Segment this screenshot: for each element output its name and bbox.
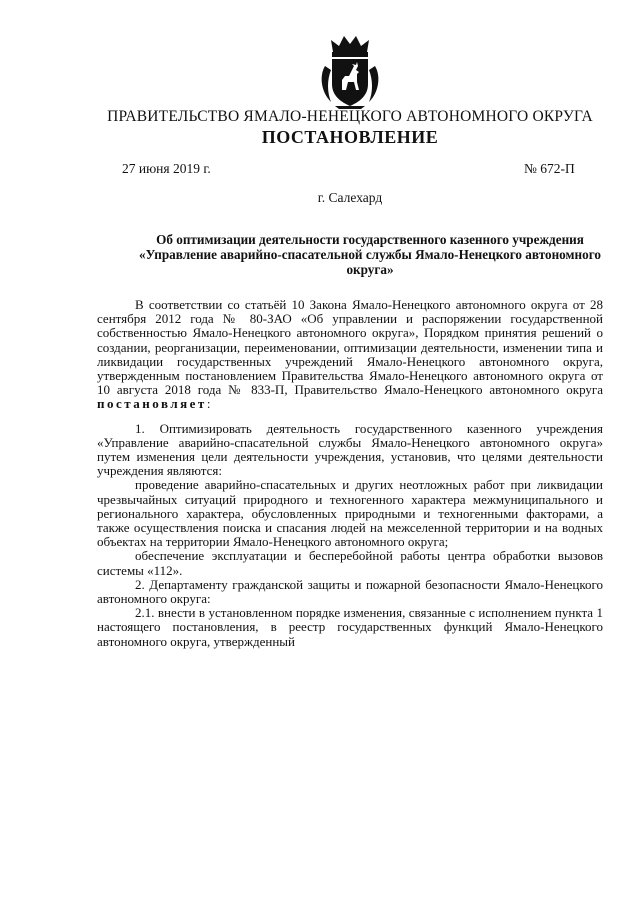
paragraph-2: 2. Департаменту гражданской защиты и пожарной безопасности Ямало-Ненецкого автономного округа: — [97, 576, 603, 607]
document-body — [97, 298, 603, 649]
document-subject: Об оптимизации деятельности государственного казенного учреждения «Управление аварийно-спасательной службы Ямало-Ненецкого автономного округа» — [139, 232, 601, 277]
document-type: ПОСТАНОВЛЕНИЕ — [261, 127, 439, 147]
paragraph-1: 1. Оптимизировать деятельность государственного казенного учреждения «Управление аварийно-спасательной службы Ямало-Ненецкого автономного округа» путем изменения цели деятельности учреждения, установив, что целями деятельности учреждения являются: — [97, 420, 603, 479]
paragraph-2-1: 2.1. внести в установленном порядке изменения, связанные с исполнением пункта 1 настоящего постановления, в реестр государственных функций Ямало-Ненецкого автономного округа, утвержденный — [97, 605, 603, 649]
document-number: № 672-П — [524, 161, 575, 176]
preamble-verb: постановляет — [97, 396, 207, 412]
preamble-suffix: : — [206, 396, 211, 412]
preamble-text: В соответствии со статьёй 10 Закона Ямало-Ненецкого автономного округа от 28 сентября 2012 года № 80-ЗАО «Об управлении и распоряжении государственной собственностью Ямало-Ненецкого автономного округа», Порядком принятия решений о создании, реорганизации, переименовании, оптимизации деятельности, изменении типа и ликвидации государственных учреждений Ямало-Ненецкого автономного округа, утвержденным постановлением Правительства Ямало-Ненецкого автономного округа от 10 августа 2018 года № 833-П, Правительство Ямало-Ненецкого автономного округа — [97, 297, 603, 398]
coat-of-arms-emblem — [319, 32, 381, 110]
paragraph-1-goal-a: проведение аварийно-спасательных и других неотложных работ при ликвидации чрезвычайных ситуаций природного и техногенного характера межмуниципального и регионального характера, обусловленных природными и техногенными факторами, а также осуществления поиска и спасания людей на межселенной территории и на водных объектах на территории Ямало-Ненецкого автономного округа; — [97, 477, 603, 550]
preamble-paragraph — [97, 298, 603, 412]
paragraph-1-goal-b: обеспечение эксплуатации и бесперебойной работы центра обработки вызовов системы «112». — [97, 548, 603, 578]
government-title: ПРАВИТЕЛЬСТВО ЯМАЛО-НЕНЕЦКОГО АВТОНОМНОГО ОКРУГА — [107, 108, 593, 125]
document-date: 27 июня 2019 г. — [122, 161, 211, 176]
document-city: г. Салехард — [317, 190, 383, 205]
